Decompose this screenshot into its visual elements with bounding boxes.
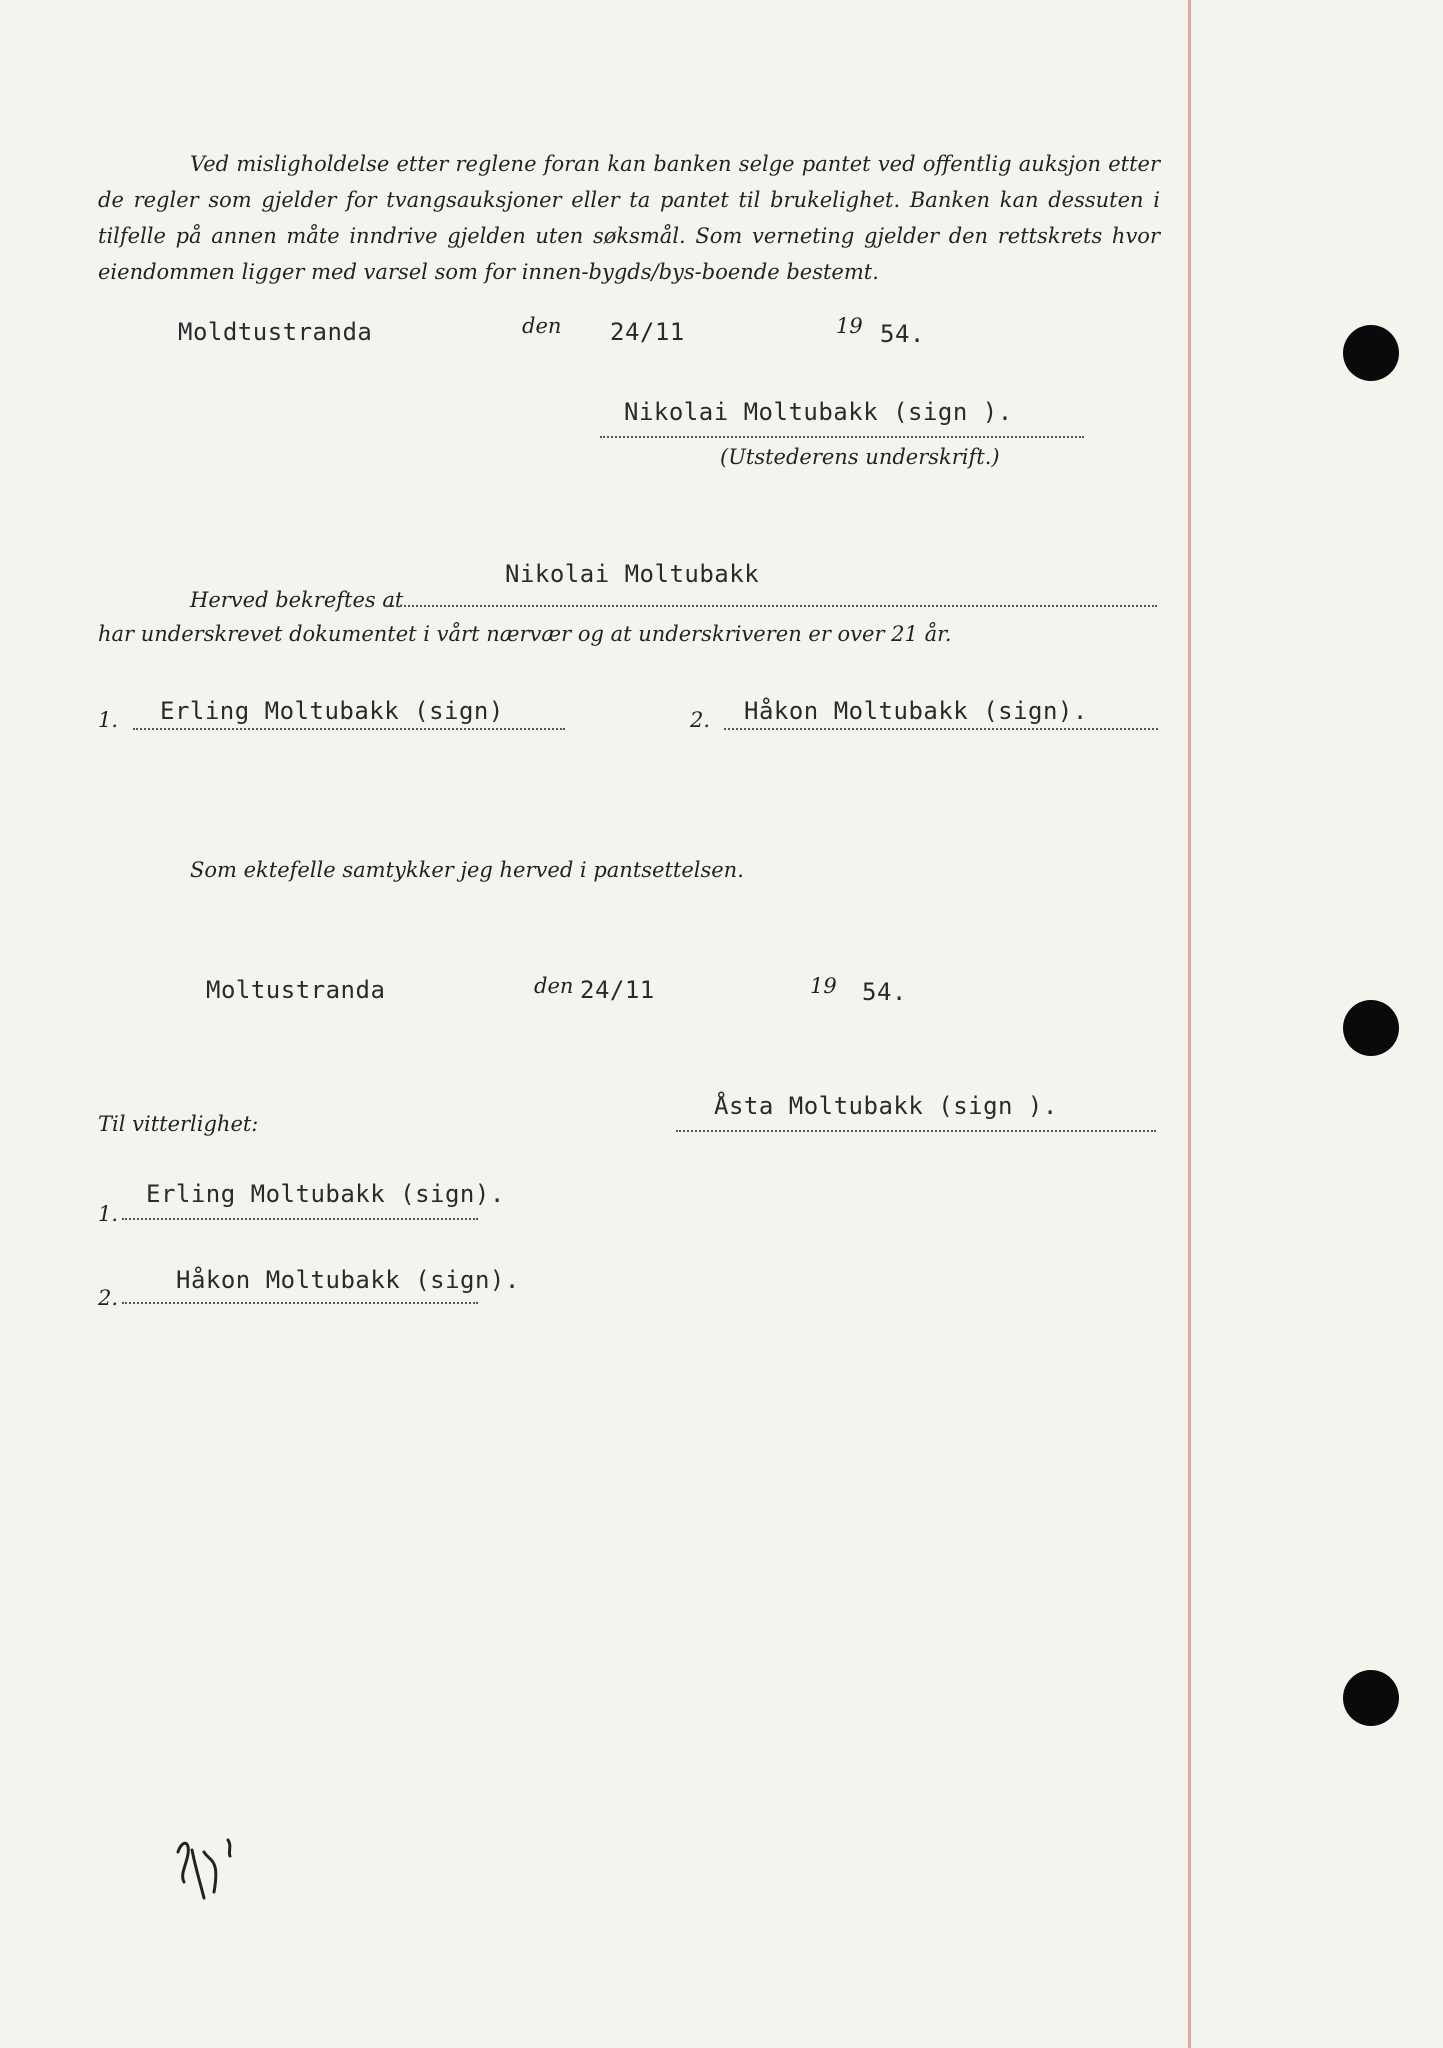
witness-b2-name: Håkon Moltubakk (sign). (176, 1266, 520, 1294)
witness-1-number: 1. (98, 708, 119, 732)
punch-hole (1343, 1670, 1399, 1726)
issue-century: 19 (836, 314, 863, 338)
witness-b2-line (122, 1302, 478, 1304)
witness-1-name: Erling Moltubakk (sign) (160, 697, 504, 725)
issue-date: 24/11 (610, 318, 685, 346)
certification-text: har underskrevet dokumentet i vårt nærvær og at underskriveren er over 21 år. (98, 622, 952, 646)
spouse-century: 19 (810, 974, 837, 998)
certification-label: Herved bekreftes at (190, 588, 404, 612)
spouse-consent-text: Som ektefelle samtykker jeg herved i pantsettelsen. (190, 858, 744, 882)
default-clause-paragraph: Ved misligholdelse etter reglene foran kan banken selge pantet ved offentlig auksjon etter de regler som gjelder for tvangsauksjoner eller ta pantet til brukelighet. Banken kan dessuten i tilfelle på annen måte inndrive gjelden uten søksmål. Som verneting gjelder den rettskrets hvor eiendommen ligger med varsel som for innen-bygds/bys-boende bestemt. (98, 152, 1160, 284)
witness-b2-number: 2. (98, 1286, 119, 1310)
issue-year: 54. (880, 320, 925, 348)
certified-name: Nikolai Moltubakk (505, 560, 760, 588)
witness-2-line (724, 728, 1158, 730)
witness-b1-line (122, 1218, 478, 1220)
spouse-date: 24/11 (580, 976, 655, 1004)
witness-1-line (133, 728, 565, 730)
spouse-signature-line (676, 1130, 1156, 1132)
certification-line (385, 605, 1157, 607)
spouse-place: Moltustranda (206, 976, 386, 1004)
spouse-year: 54. (862, 978, 907, 1006)
spouse-den-label: den (534, 974, 574, 998)
witness-b1-name: Erling Moltubakk (sign). (146, 1180, 505, 1208)
witness-2-number: 2. (690, 708, 711, 732)
issuer-signature-line (600, 436, 1084, 438)
punch-hole (1343, 325, 1399, 381)
issuer-signature: Nikolai Moltubakk (sign ). (624, 398, 1013, 426)
issue-place: Moldtustranda (178, 318, 373, 346)
punch-hole (1343, 1000, 1399, 1056)
issue-den-label: den (522, 314, 562, 338)
witness-b1-number: 1. (98, 1202, 119, 1226)
margin-initials-mark (170, 1822, 260, 1902)
margin-rule (1188, 0, 1191, 2048)
issuer-caption: (Utstederens underskrift.) (720, 445, 1000, 469)
spouse-signature: Åsta Moltubakk (sign ). (714, 1092, 1058, 1120)
witness-label: Til vitterlighet: (98, 1112, 259, 1136)
witness-2-name: Håkon Moltubakk (sign). (744, 697, 1088, 725)
